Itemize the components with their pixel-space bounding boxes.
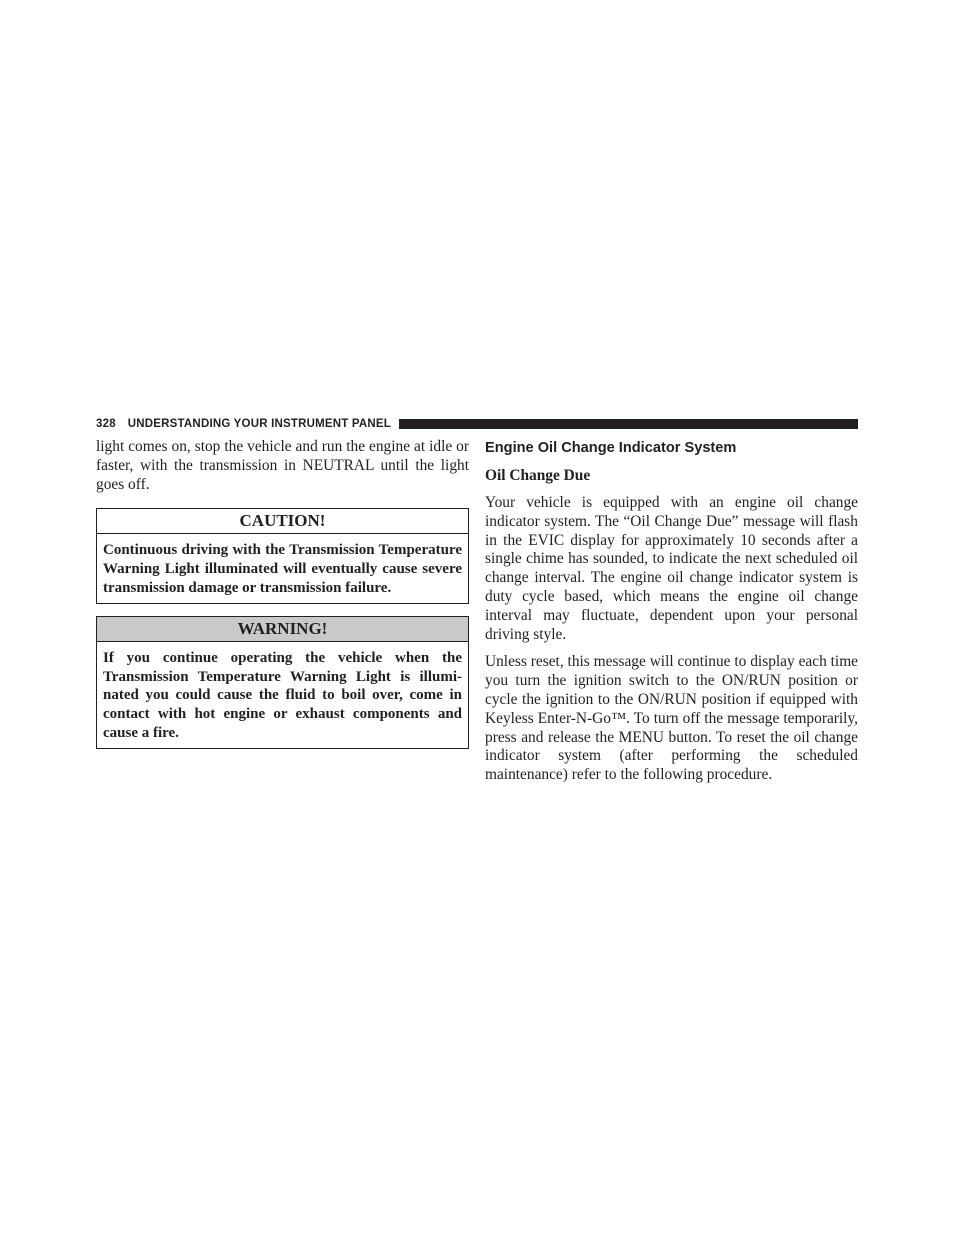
caution-text: Continuous driving with the Transmission Temperature Warning Light illuminated will eventually cause severe transmission damage or transmission failure. <box>103 542 462 596</box>
section-title: UNDERSTANDING YOUR INSTRUMENT PANEL <box>127 418 391 430</box>
left-column <box>96 438 469 749</box>
warning-title: WARNING! <box>97 617 468 642</box>
warning-box <box>96 616 469 749</box>
header-rule <box>399 419 858 429</box>
oil-change-paragraph-1: Your vehicle is equipped with an engine oil change indicator system. The “Oil Change Due” message will flash in the EVIC display for approximately 10 seconds after a single chime has sounded, to indicate the next scheduled oil change interval. The engine oil change indicator system is duty cycle based, which means the engine oil change interval may fluctuate, dependent upon your personal driving style. <box>485 494 858 643</box>
intro-paragraph: light comes on, stop the vehicle and run the engine at idle or faster, with the transmission in NEUTRAL until the light goes off. <box>96 438 469 493</box>
caution-title: CAUTION! <box>97 509 468 534</box>
caution-box <box>96 508 469 603</box>
section-heading: Engine Oil Change Indicator System <box>485 440 737 456</box>
subsection-heading: Oil Change Due <box>485 467 591 484</box>
oil-change-paragraph-2: Unless reset, this message will continue to display each time you turn the ignition switch to the ON/RUN position or cycle the ignition to the ON/RUN position if equipped with Keyless Enter-N-Go™. To turn off the message temporarily, press and release the MENU button. To reset the oil change indicator system (after performing the scheduled maintenance) refer to the following procedure. <box>485 653 858 784</box>
page-number: 328 <box>96 418 116 430</box>
warning-text: If you continue operating the vehicle when the Transmission Temperature Warning Light is illuminated you could cause the fluid to boil over, come in contact with hot engine or exhaust components and cause a fire. <box>103 649 462 741</box>
right-column <box>485 438 858 794</box>
page-header <box>96 417 858 431</box>
